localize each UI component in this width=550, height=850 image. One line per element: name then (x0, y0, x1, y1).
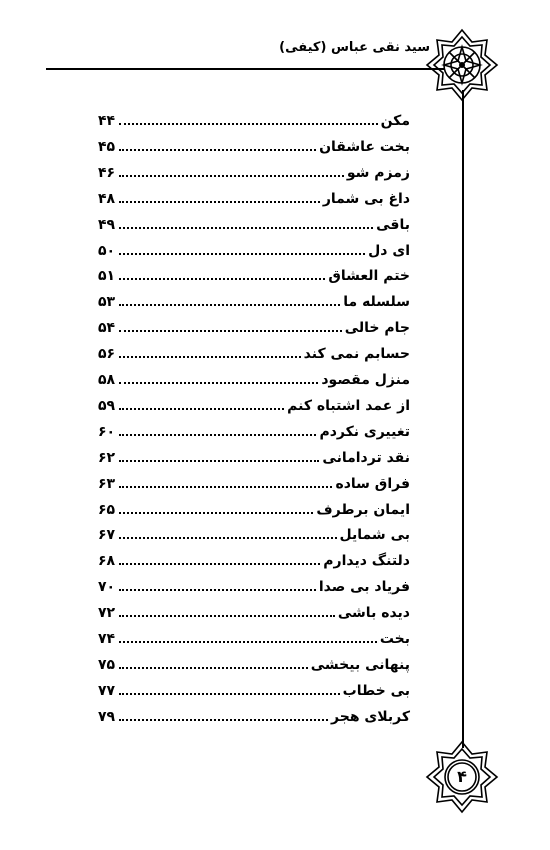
toc-entry (98, 553, 410, 575)
toc-entry-page: ۵۸ (98, 372, 116, 388)
toc-entry (98, 450, 410, 472)
toc-entry-page: ۴۹ (98, 216, 116, 233)
dot-leader (119, 666, 308, 669)
toc-entry-page: ۷۹ (98, 708, 116, 725)
dot-leader (119, 433, 316, 436)
toc-entry-title: فراق ساده (335, 475, 410, 492)
toc-entry (98, 683, 410, 705)
toc-entry-title: پنهانی بیخشی (310, 656, 410, 673)
toc-entry-title: بخت عاشقان (319, 138, 410, 155)
dot-leader (119, 588, 316, 591)
dot-leader (119, 355, 301, 358)
toc-entry (98, 579, 410, 601)
page-number: ۴ (457, 767, 467, 786)
toc-entry-title: فریاد بی صدا (318, 579, 410, 596)
dot-leader (119, 303, 340, 306)
toc-entry-title: بخت (379, 631, 410, 647)
toc-entry-page: ۶۸ (98, 553, 116, 570)
toc-entry (98, 346, 410, 368)
toc-entry-title: دلتنگ دیدارم (323, 553, 410, 570)
toc-entry-title: سلسله ما (343, 294, 410, 311)
dot-leader (119, 614, 335, 617)
toc-entry-page: ۴۸ (98, 190, 116, 207)
toc-entry-page: ۴۵ (98, 138, 116, 155)
toc-entry-page: ۷۰ (98, 579, 116, 596)
toc-entry-page: ۵۶ (98, 346, 116, 363)
toc-entry (98, 527, 410, 549)
dot-leader (119, 562, 320, 565)
toc-entry-page: ۵۴ (98, 320, 116, 337)
toc-entry-title: تغییری نکردم (319, 423, 410, 440)
toc-entry-title: بی خطاب (342, 682, 410, 699)
toc-entry (98, 424, 410, 446)
dot-leader (119, 122, 377, 125)
toc-entry-page: ۵۱ (98, 268, 116, 285)
toc-entry (98, 217, 410, 239)
toc-entry-title: داغ بی شمار (322, 190, 410, 207)
dot-leader (119, 718, 328, 721)
toc-entry (98, 191, 410, 213)
toc-entry-page: ۶۰ (98, 423, 116, 440)
dot-leader (119, 252, 365, 255)
toc-entry-page: ۶۲ (98, 449, 116, 466)
toc-entry-page: ۶۳ (98, 475, 116, 492)
toc-entry-title: از عمد اشتباه کنم (287, 397, 410, 414)
toc-entry-title: نقد تردامانی (322, 449, 410, 466)
dot-leader (119, 381, 318, 384)
toc-entry (98, 139, 410, 161)
dot-leader (119, 329, 342, 332)
dot-leader (119, 459, 319, 462)
dot-leader (119, 485, 332, 488)
toc-entry (98, 243, 410, 265)
toc-entry (98, 476, 410, 498)
toc-entry (98, 631, 410, 653)
toc-entry-title: زمزم شو (346, 164, 410, 181)
toc-entry-title: منزل مقصود (321, 372, 410, 388)
dot-leader (119, 692, 340, 695)
toc-entry-page: ۴۶ (98, 164, 116, 181)
toc-entry-title: دیده باشی (337, 605, 410, 622)
toc-entry-page: ۷۷ (98, 682, 116, 699)
dot-leader (119, 226, 373, 229)
toc-entry-title: ایمان برطرف (316, 501, 410, 518)
toc-entry-page: ۷۴ (98, 631, 116, 647)
toc-entry-title: بی شمایل (339, 527, 410, 544)
toc-entry-page: ۷۵ (98, 656, 116, 673)
toc-entry-page: ۷۲ (98, 605, 116, 622)
toc-entry-title: جام خالی (344, 320, 410, 337)
dot-leader (119, 200, 320, 203)
toc-entry-page: ۶۵ (98, 501, 116, 518)
toc-entry-title: مکن (380, 113, 410, 129)
toc-entry (98, 268, 410, 290)
toc-entry-page: ۶۷ (98, 527, 116, 544)
toc-entry-page: ۵۳ (98, 294, 116, 311)
toc-entry (98, 657, 410, 679)
dot-leader (119, 511, 313, 514)
toc-entry-page: ۵۹ (98, 397, 116, 414)
toc-entry (98, 165, 410, 187)
dot-leader (119, 174, 344, 177)
dot-leader (119, 536, 336, 539)
toc-entry-title: باقی (376, 216, 410, 233)
toc-entry-page: ۵۰ (98, 242, 116, 259)
toc-entry (98, 605, 410, 627)
dot-leader (119, 640, 377, 643)
dot-leader (119, 407, 284, 410)
dot-leader (119, 148, 316, 151)
toc-entry (98, 113, 410, 135)
toc-entry (98, 398, 410, 420)
toc-entry (98, 502, 410, 524)
toc-entry-title: ختم العشاق (328, 268, 410, 285)
toc-entry-title: کربلای هجر (331, 708, 410, 725)
running-title: سید نقی عباس (کیفی) (279, 40, 430, 55)
toc-entry (98, 372, 410, 394)
toc-entry (98, 294, 410, 316)
toc-entry-title: حسابم نمی کند (303, 346, 410, 363)
toc-entry (98, 320, 410, 342)
toc-entry (98, 709, 410, 731)
dot-leader (119, 277, 325, 280)
toc-entry-page: ۴۴ (98, 113, 116, 129)
toc-entry-title: ای دل (368, 242, 410, 259)
